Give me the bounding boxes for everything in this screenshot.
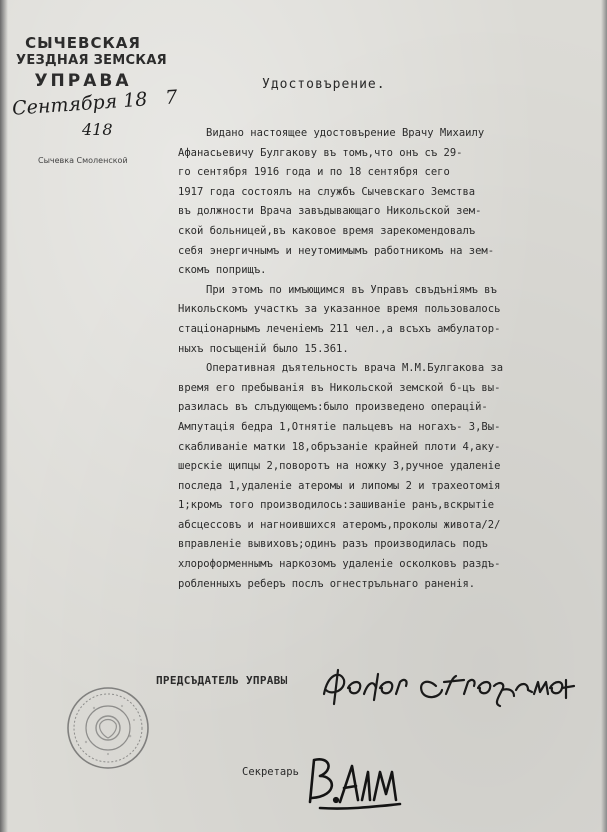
- document-body: [178, 124, 588, 594]
- paper-right-shadow: [601, 0, 607, 832]
- body-line: Ампутація бедра 1,Отнятіе пальцевъ на ногахъ- 3,Вы-: [178, 420, 501, 433]
- body-line: робленныхъ реберъ послъ огнестръльнаго раненія.: [178, 577, 476, 590]
- handwritten-number: 418: [82, 120, 113, 139]
- body-line: При этомъ по имъющимся въ Управъ свъдъніямъ въ: [206, 283, 497, 296]
- body-line: последа 1,удаленіе атеромы и липомы 2 и трахеотомія: [178, 479, 501, 492]
- header-line-2: УЕЗДНАЯ ЗЕМСКАЯ: [16, 53, 167, 68]
- paper-left-shadow: [0, 0, 8, 832]
- body-line: скомъ поприщъ.: [178, 264, 267, 277]
- body-line: хлороформеннымъ наркозомъ удаленіе осколковъ раздъ-: [178, 558, 501, 571]
- document-title: Удостовърение.: [262, 77, 386, 92]
- official-seal: [64, 684, 152, 772]
- body-line: абсцессовъ и нагноившихся атеромъ,проколы живота/2/: [178, 518, 501, 531]
- body-line: себя энергичнымъ и неутомимымъ работникомъ на зем-: [178, 244, 495, 257]
- body-line: го сентября 1916 года и по 18 сентября сего: [178, 166, 450, 179]
- body-line: 1;кромъ того производилось:зашиваніе ранъ,вскрытіе: [178, 499, 495, 512]
- header-place: Сычевка Смоленской: [38, 156, 128, 165]
- handwritten-date-day: 7: [164, 86, 179, 110]
- body-line: шерскіе щипцы 2,поворотъ на ножку 3,ручное удаленіе: [178, 460, 501, 473]
- chairman-label: ПРЕДСЪДАТЕЛЬ УПРАВЫ: [156, 674, 288, 687]
- body-line: 1917 года состоялъ на службъ Сычевскаго Земства: [178, 185, 476, 198]
- body-line: Видано настоящее удостовърение Врачу Михаилу: [206, 127, 485, 139]
- body-line: ской больницей,въ каковое время зарекомендовалъ: [178, 224, 476, 237]
- header-line-3: УПРАВА: [34, 71, 132, 91]
- body-line: время его пребыванія въ Никольской земской б-цъ вы-: [178, 381, 501, 394]
- chairman-signature: [318, 664, 578, 708]
- body-line: въ должности Врача завъдывающаго Никольской зем-: [178, 205, 482, 218]
- secretary-label: Секретарь: [242, 766, 299, 778]
- body-line: ныхъ посъщеній было 15.361.: [178, 342, 349, 355]
- body-line: скабливаніе матки 18,обръзаніе крайней плоти 4,аку-: [178, 440, 501, 453]
- handwritten-date-month: Сентября 18: [11, 88, 149, 120]
- body-line: Афанасьевичу Булгакову въ томъ,что онъ съ 29-: [178, 146, 463, 159]
- body-line: вправленіе вывиховъ;одинъ разъ производилась подъ: [178, 538, 488, 551]
- header-line-1: СЫЧЕВСКАЯ: [25, 34, 141, 52]
- secretary-signature: [300, 750, 404, 816]
- body-line: разилась въ слъдующемъ:было произведено операцій-: [178, 401, 488, 414]
- body-line: стаціонарнымъ леченіемъ 211 чел.,а всъхъ амбулатор-: [178, 322, 501, 335]
- body-line: Оперативная дъятельность врача М.М.Булгакова за: [206, 362, 504, 375]
- body-line: Никольскомъ участкъ за указанное время пользовалось: [178, 303, 501, 316]
